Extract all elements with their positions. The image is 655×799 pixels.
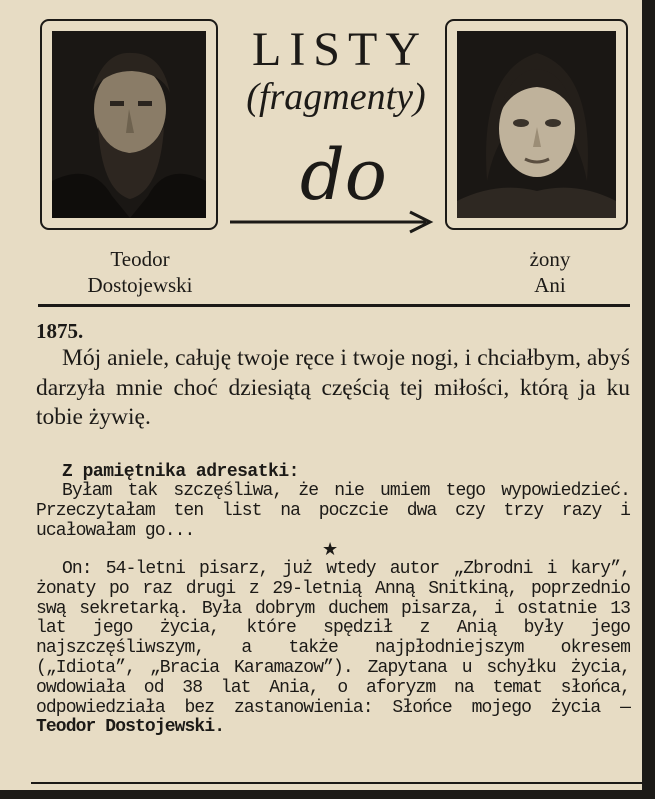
- portrait-frame-right: [445, 19, 628, 230]
- page-edge-bar: [642, 0, 655, 799]
- bottom-bar: [0, 790, 655, 799]
- portrait-frame-left: [40, 19, 218, 230]
- bottom-rule: [31, 782, 642, 784]
- connector-word: do: [300, 134, 387, 216]
- star-separator-icon: ★: [322, 539, 339, 559]
- bio-body: On: 54-letni pisarz, już wtedy autor „Zbrodni i kary”, żonaty po raz drugi z 29-letnią Anną Snitkiną, poprzednio swą sekretarką. Była dobrym duchem pisarza, i ostatnie 13 lat jego życia, które spędził z Anią były jego najszczęśliwszym, a także najpłodniejszym okresem („Idiota”, „Bracia Karamazow”). Zapytana u schyłku życia, owdowiała od 38 lat Ania, o aforyzm na temat słońca, odpowiedziała bez zastanowienia: Słońce mojego życia —: [36, 559, 630, 718]
- letter-year: 1875.: [36, 319, 84, 343]
- title: LISTY: [252, 23, 428, 76]
- caption-sender-first: Teodor: [110, 247, 170, 271]
- bio-text: [36, 560, 630, 738]
- diary-heading: Z pamiętnika adresatki:: [62, 462, 299, 482]
- divider: [38, 304, 630, 307]
- caption-recipient-line1: żony: [529, 247, 571, 271]
- diary-text: Byłam tak szczęśliwa, że nie umiem tego wypowiedzieć. Przeczytałam ten list na poczcie dwa czy trzy razy i ucałowałam go...: [36, 481, 630, 541]
- signature: Teodor Dostojewski.: [36, 717, 225, 738]
- portrait-dostoevsky-drawing: [52, 31, 206, 218]
- arrow-right-icon: [230, 210, 440, 234]
- letter-text: Mój aniele, całuję twoje ręce i twoje nogi, i chciałbym, abyś darzyła mnie choć dziesiątą częścią tej miłości, którą ja ku tobie żywię.: [36, 345, 630, 430]
- caption-recipient: [500, 246, 600, 298]
- caption-sender-last: Dostojewski: [87, 273, 193, 297]
- caption-recipient-line2: Ani: [534, 273, 566, 297]
- portrait-dostoevsky: [52, 31, 206, 218]
- subtitle: (fragmenty): [246, 76, 426, 118]
- portrait-anna-drawing: [457, 31, 616, 218]
- caption-sender: [50, 246, 230, 298]
- portrait-anna: [457, 31, 616, 218]
